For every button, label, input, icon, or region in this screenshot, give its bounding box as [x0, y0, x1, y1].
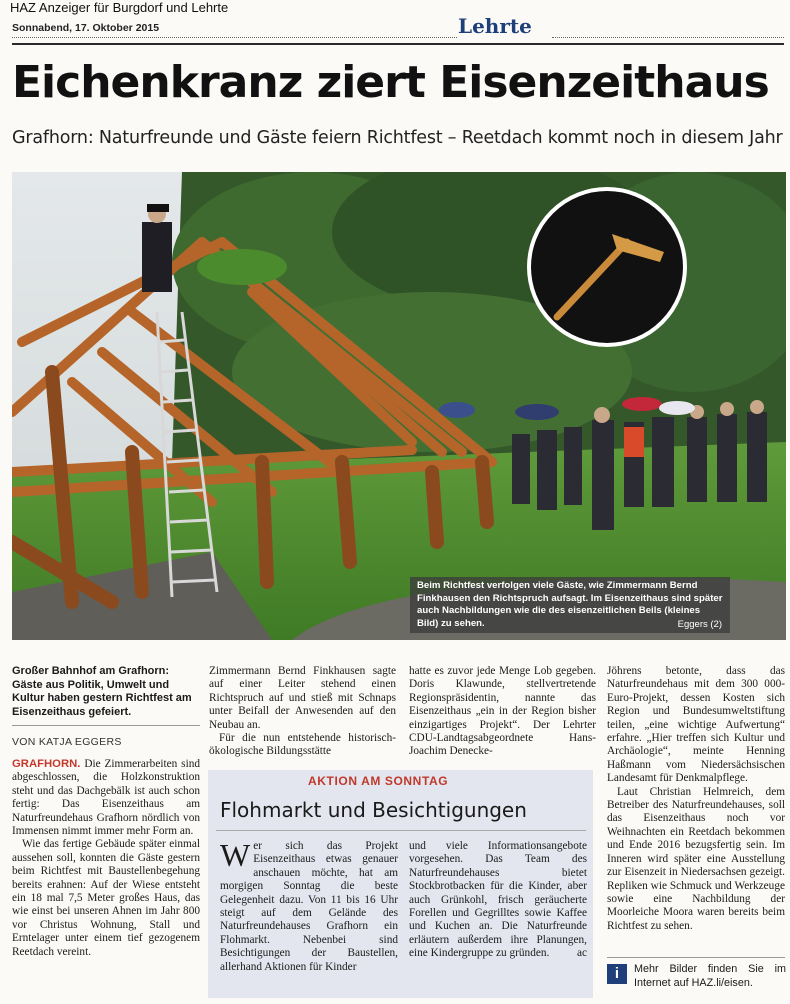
body-column-2: [209, 665, 396, 759]
dateline: Sonnabend, 17. Oktober 2015: [12, 22, 160, 34]
info-rule: [607, 957, 785, 958]
body-paragraph: Jöhrens betonte, dass das Naturfreundehaus mit dem 300 000-Euro-Projekt, dessen Kosten sich Region und Bundesumweltstiftung teilen, „eine wichtige Aufwertung“ erfahre. „Hier treffen sich Kultur und Archäologie“, meinte Henning Haßmann vom Niedersächsischen Landesamt für Denkmalpflege.: [607, 665, 785, 785]
body-paragraph: Wie das fertige Gebäude später einmal aussehen soll, konnten die Gäste gestern beim Richtfest mit Baustellenbegehung bereits erahnen: Auf der Wiese entsteht ein 18 mal 7,5 Meter großes Haus, das wie einst bei unseren Ahnen im Jahr 800 vor Christus Wohnung, Stall und Erntelager unter einem tief gezogenem Reetdach vereint.: [12, 838, 200, 958]
section-rubric: Lehrte: [458, 14, 532, 38]
subheadline: Grafhorn: Naturfreunde und Gäste feiern Richtfest – Reetdach kommt noch in diesem Jahr: [12, 128, 783, 148]
photo-caption-text: Beim Richtfest verfolgen viele Gäste, wie Zimmermann Bernd Finkhausen den Richtspruch aufsagt. Im Eisenzeithaus sind später auch Nachbildungen wie die des eisenzeitlichen Beils (kleines Bild) zu sehen.: [417, 580, 723, 629]
author-byline: VON KATJA EGGERS: [12, 736, 122, 748]
box-column-2: [409, 840, 587, 961]
photo-caption: [410, 577, 730, 633]
box-rule: [216, 830, 586, 831]
newspaper-source: HAZ Anzeiger für Burgdorf und Lehrte: [10, 0, 229, 15]
photo-illustration: [12, 172, 786, 640]
teaser-rule: [12, 725, 200, 726]
main-photo: [12, 172, 786, 640]
box-column-1: [220, 837, 398, 974]
body-paragraph: Zimmermann Bernd Finkhausen sagte auf einer Leiter stehend einen Richtspruch auf und stieß mit Schnaps unter Beifall der Anwesenden auf den Neubau an.: [209, 665, 396, 731]
body-column-1: [12, 758, 200, 959]
more-pictures-text: Mehr Bilder finden Sie im Internet auf HAZ.li/eisen.: [634, 963, 786, 989]
photo-credit: Eggers (2): [677, 619, 722, 630]
box-kicker: AKTION AM SONNTAG: [308, 774, 449, 788]
body-column-3: [409, 665, 596, 759]
body-paragraph: GRAFHORN. Die Zimmerarbeiten sind abgeschlossen, die Holzkonstruktion steht und das Dachgebälk ist auch schon fertig: Das Eisenzeithaus am Naturfreundehaus Grafhorn nördlich von Immensen nimmt immer mehr Form an.: [12, 758, 201, 838]
info-icon: i: [607, 964, 627, 984]
headline: Eichenkranz ziert Eisenzeithaus: [12, 57, 769, 108]
article-teaser: Großer Bahnhof am Grafhorn: Gäste aus Politik, Umwelt und Kultur haben gestern Richtfest am Eisenzeithaus gefeiert.: [12, 665, 192, 718]
header-divider: [12, 43, 784, 45]
body-column-4: [607, 665, 785, 933]
box-paragraph: Wer sich das Projekt Eisenzeithaus etwas genauer anschauen möchte, hat am morgigen Sonntag die beste Gelegenheit dazu. Von 11 bis 16 Uhr steigt auf dem Gelände des Naturfreundehauses Grafhorn ein Flohmarkt. Nebenbei sind Besichtigungen der Baustellen, allerhand Aktionen für Kinder: [220, 837, 398, 973]
body-paragraph: Für die nun entstehende historisch-ökologische Bildungsstätte: [209, 732, 396, 758]
header-rule: [12, 37, 457, 38]
box-paragraph: und viele Informationsangebote vorgesehen. Das Team des Naturfreundehauses bietet Stockbrotbacken für die Kinder, aber auch Grünkohl, frisch geräucherte Forellen und Gegrilltes sowie Kaffee und Kuchen an. Die Naturfreunde erläutern außerdem ihre Planungen, eine Kindergruppe zu gründen. ac: [409, 840, 587, 960]
header-rule-right: [552, 37, 784, 38]
body-paragraph: hatte es zuvor jede Menge Lob gegeben. Doris Klawunde, stellvertretende Regionspräsidentin, nannte das Eisenzeithaus „ein in der Region bisher einzigartiges Projekt“. Der Lehrter CDU-Landtagsabgeordnete Hans-Joachim Denecke-: [409, 665, 596, 758]
body-paragraph: Laut Christian Helmreich, dem Betreiber des Naturfreundehauses, soll das Eisenzeithaus noch vor Weihnachten ein Reetdach bekommen und Ende 2016 bezugsfertig sein. Im Inneren wird später eine Ausstellung zur Eisenzeit in Niedersachsen gezeigt. Repliken wie Schmuck und Werkzeuge sowie eine Nachbildung der Moorleiche Moora waren bereits beim Richtfest zu sehen.: [607, 785, 785, 932]
box-title: Flohmarkt und Besichtigungen: [220, 798, 527, 822]
place-dateline: GRAFHORN.: [12, 758, 81, 770]
author-sign: ac: [576, 947, 587, 960]
dropcap: W: [220, 837, 251, 873]
